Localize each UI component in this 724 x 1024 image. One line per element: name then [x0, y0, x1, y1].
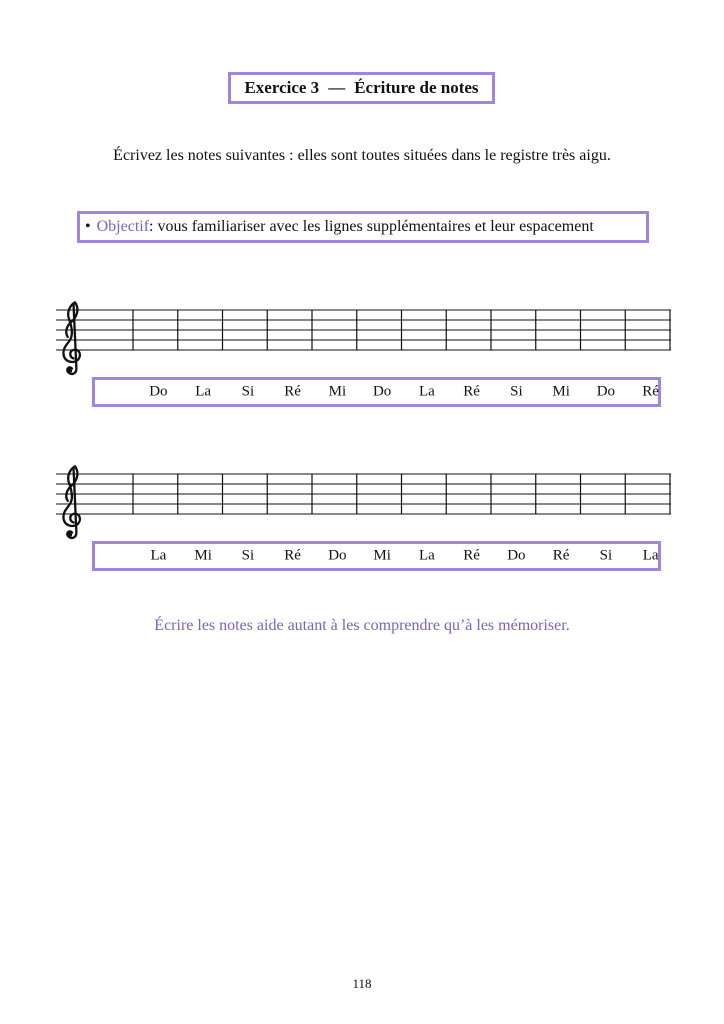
title-separator: — [328, 78, 346, 97]
staff-drawing [56, 458, 671, 542]
note-name: Mi [373, 547, 391, 564]
note-name: Ré [642, 383, 659, 400]
note-name: Mi [328, 383, 347, 400]
note-name: Ré [463, 547, 480, 564]
note-names-row-2 [92, 541, 661, 571]
note-names-row-1 [92, 377, 661, 407]
exercise-subject: Écriture de notes [354, 78, 479, 97]
note-name: Do [596, 383, 616, 400]
exercise-title [228, 72, 495, 104]
note-name: Mi [552, 383, 570, 400]
instruction-text: Écrivez les notes suivantes : elles sont toutes situées dans le registre très aigu. [113, 147, 611, 164]
note-name: Mi [194, 547, 212, 564]
note-name: Ré [463, 383, 480, 400]
closing-remark: Écrire les notes aide autant à les comprendre qu’à les mémoriser. [154, 617, 570, 634]
music-staff-1 [56, 294, 671, 378]
note-name: La [418, 383, 435, 400]
note-name: Do [149, 383, 168, 400]
treble-clef-icon [63, 302, 79, 374]
note-name: Si [241, 383, 255, 400]
objective-keyword: Objectif [96, 218, 150, 235]
exercise-number: Exercice 3 [244, 78, 320, 97]
note-name: La [195, 383, 212, 400]
staff-drawing [56, 294, 671, 378]
note-name: La [642, 547, 659, 564]
note-name: Do [507, 547, 526, 564]
note-name: Si [510, 383, 523, 400]
page-number: 118 [352, 976, 372, 991]
music-staff-2 [56, 458, 671, 542]
note-name: Do [328, 547, 347, 564]
note-name: Si [241, 547, 255, 564]
note-name: Ré [284, 547, 301, 564]
treble-clef-icon [63, 466, 79, 538]
note-name: Ré [552, 547, 570, 564]
note-name: Si [599, 547, 613, 564]
bullet: • [85, 218, 91, 235]
objective-box [77, 211, 649, 243]
note-name: Do [372, 383, 392, 400]
note-name: La [418, 547, 435, 564]
note-name: La [150, 547, 167, 564]
objective-text: : vous familiariser avec les lignes supplémentaires et leur espacement [149, 218, 594, 235]
note-name: Ré [284, 383, 301, 400]
